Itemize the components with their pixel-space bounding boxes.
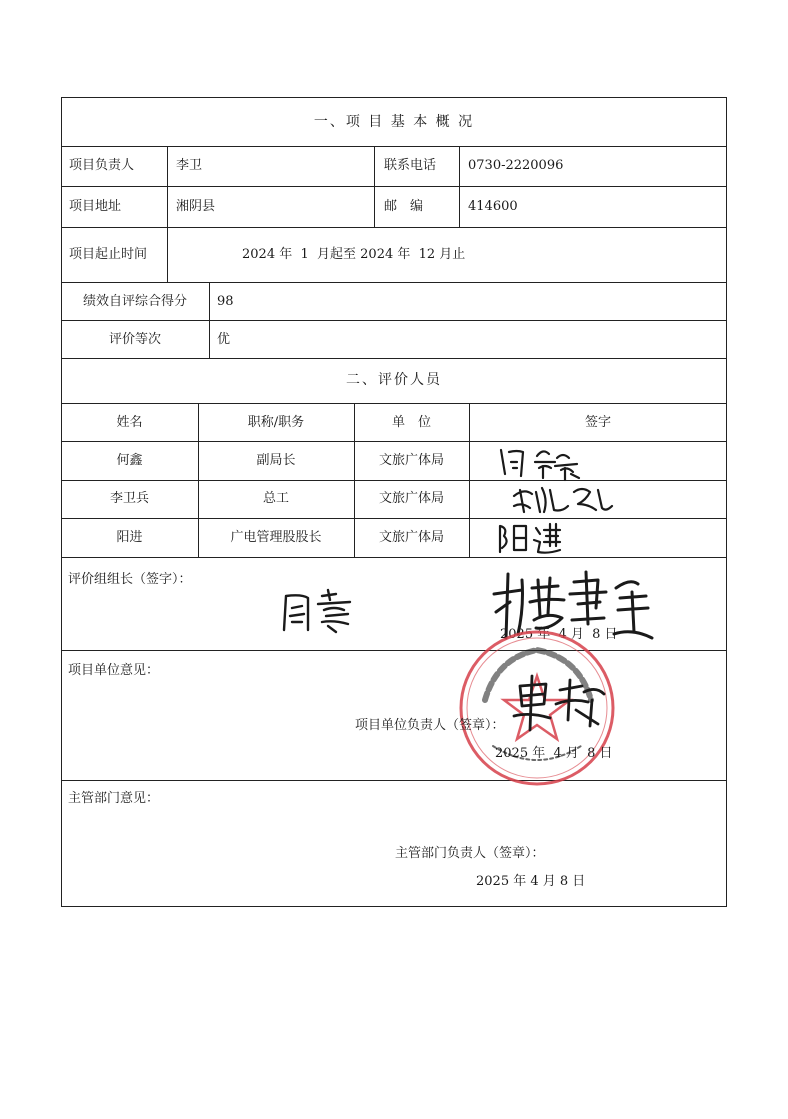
score-value: 98 xyxy=(217,294,234,309)
table-cell-title: 总工 xyxy=(262,491,289,506)
table-cell-title: 副局长 xyxy=(256,453,296,468)
divider xyxy=(61,358,727,359)
postcode-value: 414600 xyxy=(468,199,518,214)
address-value: 湘阴县 xyxy=(176,199,216,214)
unit-responsible-label: 项目单位负责人（签章）： xyxy=(355,718,505,733)
divider xyxy=(61,557,727,558)
table-cell-unit: 文旅广体局 xyxy=(378,491,444,506)
unit-section-date: 2025 年 4 月 8 日 xyxy=(495,746,613,761)
divider xyxy=(61,650,727,651)
signature-leader-1 xyxy=(278,586,368,636)
signature-1 xyxy=(495,442,595,482)
score-label: 绩效自评综合得分 xyxy=(82,294,187,309)
divider xyxy=(61,227,727,228)
divider xyxy=(61,780,727,781)
table-cell-title: 广电管理股股长 xyxy=(230,530,322,545)
table-cell-unit: 文旅广体局 xyxy=(378,530,444,545)
signature-unit xyxy=(510,672,610,734)
dept-section-date: 2025 年 4 月 8 日 xyxy=(476,874,586,889)
table-cell-name: 阳进 xyxy=(116,530,143,545)
divider xyxy=(61,480,727,481)
divider xyxy=(374,146,375,227)
leader-section-date: 2025 年 4 月 8 日 xyxy=(500,627,618,642)
unit-section-label: 项目单位意见： xyxy=(68,663,160,678)
divider xyxy=(61,146,727,147)
header-name: 姓名 xyxy=(116,415,143,430)
header-unit: 单 位 xyxy=(391,415,431,430)
section-title: 二、评价人员 xyxy=(346,372,442,388)
header-signature: 签字 xyxy=(584,415,611,430)
divider xyxy=(209,282,210,358)
divider xyxy=(167,146,168,227)
divider xyxy=(61,441,727,442)
section-title: 一、项 目 基 本 概 况 xyxy=(313,114,475,130)
divider xyxy=(167,227,168,282)
period-label: 项目起止时间 xyxy=(69,247,148,262)
period-value: 2024 年 1 月起至 2024 年 12 月止 xyxy=(242,247,466,262)
postcode-label: 邮 编 xyxy=(384,199,424,214)
signature-3 xyxy=(494,518,574,558)
divider xyxy=(61,282,727,283)
table-cell-name: 何鑫 xyxy=(116,453,143,468)
table-cell-unit: 文旅广体局 xyxy=(378,453,444,468)
header-title: 职称/职务 xyxy=(247,415,305,430)
phone-label: 联系电话 xyxy=(384,158,437,173)
grade-value: 优 xyxy=(217,332,231,347)
leader-value: 李卫 xyxy=(176,158,203,173)
signature-2 xyxy=(510,482,620,518)
dept-responsible-label: 主管部门负责人（签章）： xyxy=(395,846,545,861)
dept-section-label: 主管部门意见： xyxy=(68,791,160,806)
phone-value: 0730-2220096 xyxy=(468,158,564,173)
divider xyxy=(61,320,727,321)
leader-label: 项目负责人 xyxy=(69,158,135,173)
grade-label: 评价等次 xyxy=(108,332,161,347)
address-label: 项目地址 xyxy=(69,199,122,214)
divider xyxy=(61,403,727,404)
table-cell-name: 李卫兵 xyxy=(109,491,149,506)
leader-section-label: 评价组组长（签字）： xyxy=(68,572,192,587)
divider xyxy=(459,146,460,227)
divider xyxy=(61,518,727,519)
divider xyxy=(61,186,727,187)
